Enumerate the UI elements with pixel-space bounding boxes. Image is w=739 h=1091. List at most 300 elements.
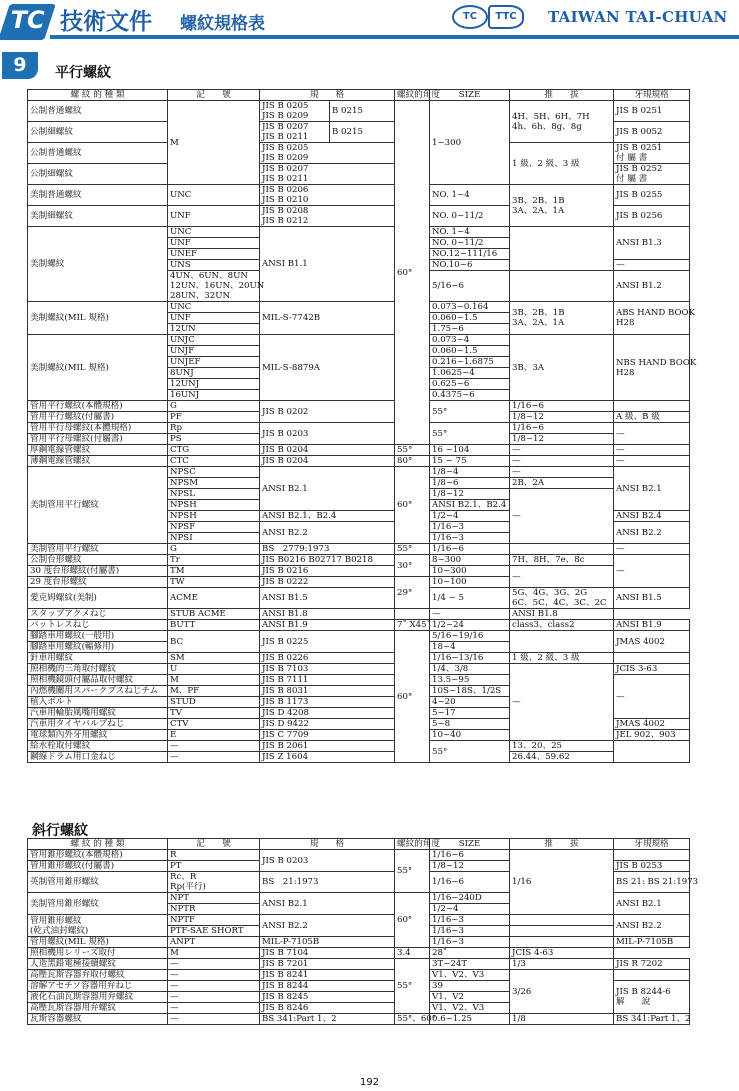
- table-cell: 1/16~6: [430, 544, 510, 555]
- table-cell: 美制細螺紋: [28, 206, 168, 227]
- table-cell: 3.4: [395, 948, 430, 959]
- table-cell: CTC: [168, 456, 260, 467]
- table-cell: Rc、R Rp(平行): [168, 872, 260, 893]
- table-cell: 5/16~6: [430, 271, 510, 302]
- table-cell: UNF: [168, 238, 260, 249]
- table-cell: 55°: [430, 401, 510, 423]
- table-cell: —: [614, 260, 690, 271]
- table-row: [28, 423, 690, 434]
- table-cell: 0.060~1.5: [430, 346, 510, 357]
- table-row: [28, 970, 690, 981]
- table-cell: [510, 926, 614, 937]
- table-cell: —: [168, 981, 260, 992]
- table-cell: ANSI B2.2: [260, 915, 395, 937]
- table-cell: 1.75~6: [430, 324, 510, 335]
- table-cell: 1/16~3: [430, 926, 510, 937]
- table-cell: STUD: [168, 697, 260, 708]
- table-cell: 0.073~4: [430, 335, 510, 346]
- table-cell: 7H、8H、7e、8c: [510, 555, 614, 566]
- table-cell: 4H、5H、6H、7H 4h、6h、8g、8g: [510, 101, 614, 143]
- section-title-taper: 斜行螺紋: [32, 823, 88, 839]
- table-cell: 英制管用錐形螺紋: [28, 872, 168, 893]
- table-cell: 0.060~1.5: [430, 313, 510, 324]
- table-cell: 26.44、59.62: [510, 752, 614, 763]
- table-cell: E: [168, 730, 260, 741]
- page-number: 192: [359, 1077, 380, 1088]
- table-cell: 55°: [430, 741, 510, 763]
- table-cell: ANSI B1.3: [614, 227, 690, 260]
- table-cell: 1/2~24: [430, 620, 510, 631]
- table-cell: BS 341:Part 1、2: [260, 1014, 395, 1025]
- taper-thread-table: [27, 838, 699, 1025]
- table-cell: 10S~18S、1/2S: [430, 686, 510, 697]
- table-cell: [510, 631, 614, 653]
- table-cell: UNJC: [168, 335, 260, 346]
- table-cell: 5~17: [430, 708, 510, 719]
- table-cell: 1/8~12: [430, 861, 510, 872]
- table-cell: 13.5~95: [430, 675, 510, 686]
- column-header-angle: 螺紋的角度: [395, 839, 430, 850]
- table-cell: JIS B 8244-6 解 說: [614, 981, 690, 1014]
- table-cell: 4UN、6UN、8UN 12UN、16UN、20UN 28UN、32UN: [168, 271, 260, 302]
- table-cell: 3B、3A: [510, 335, 614, 401]
- table-cell: M、PF: [168, 686, 260, 697]
- table-cell: 8~300: [430, 555, 510, 566]
- table-cell: 高壓瓦斯容器用弁螺紋: [28, 1003, 168, 1014]
- table-cell: NPSC: [168, 467, 260, 478]
- column-header-angle: 螺紋的角度: [395, 90, 430, 101]
- column-header-size: SIZE: [430, 839, 510, 850]
- table-cell: ANSI B1.5: [614, 588, 690, 609]
- table-cell: MIL-P-7105B: [260, 937, 395, 948]
- table-row: [28, 1014, 690, 1025]
- table-cell: UNC: [168, 185, 260, 206]
- table-cell: 美制螺紋: [28, 227, 168, 302]
- table-cell: JIS B 0204: [260, 456, 395, 467]
- table-cell: 0.4375~6: [430, 390, 510, 401]
- table-cell: 16 ~104: [430, 445, 510, 456]
- table-cell: —: [168, 970, 260, 981]
- table-cell: —: [168, 959, 260, 970]
- table-cell: 1/16~3: [430, 522, 510, 533]
- table-cell: 1/16~240D: [430, 893, 510, 904]
- table-cell: JCIS 3-63: [614, 664, 690, 675]
- table-cell: 3B、2B、1B 3A、2A、1A: [510, 185, 614, 227]
- table-cell: NPSL: [168, 489, 260, 500]
- page-header: [0, 0, 739, 52]
- table-row: [28, 664, 690, 675]
- table-cell: ANSI B2.2: [614, 522, 690, 544]
- table-cell: TW: [168, 577, 260, 588]
- table-cell: —: [168, 992, 260, 1003]
- table-cell: 7˚ X45˚: [395, 620, 430, 631]
- table-cell: A 級、B 級: [614, 412, 690, 423]
- table-cell: 電球類內外牙用螺紋: [28, 730, 168, 741]
- table-cell: 1/8~6: [430, 478, 510, 489]
- table-cell: 管用錐形螺紋(本體規格): [28, 850, 168, 861]
- table-cell: JIS B 0225: [260, 631, 395, 653]
- table-cell: PT: [168, 861, 260, 872]
- table-cell: 28˚: [430, 948, 510, 959]
- table-cell: —: [614, 445, 690, 456]
- table-row: [28, 401, 690, 412]
- table-cell: 公制普通螺紋: [28, 101, 168, 122]
- table-cell: —: [510, 489, 614, 544]
- table-cell: 55°: [430, 423, 510, 445]
- table-cell: JIS B 0208 JIS B 0212: [260, 206, 395, 227]
- table-cell: —: [510, 664, 614, 741]
- table-cell: JIS B 0253: [614, 861, 690, 872]
- table-cell: BS 2779:1973: [260, 544, 395, 555]
- table-row: [28, 227, 690, 238]
- table-cell: 瓦斯容器螺紋: [28, 1014, 168, 1025]
- table-cell: [510, 544, 614, 555]
- table-cell: 管用錐形螺紋 (乾式油封螺紋): [28, 915, 168, 937]
- table-cell: ANSI B1.8: [260, 609, 395, 620]
- certification-badges: [452, 5, 522, 27]
- table-cell: JIS B 0052: [614, 122, 690, 143]
- table-cell: ABS HAND BOOK H28: [614, 302, 690, 335]
- table-cell: [510, 227, 614, 271]
- table-cell: —: [430, 609, 510, 620]
- table-cell: 3B、2B、1B 3A、2A、1A: [510, 302, 614, 335]
- table-row: [28, 620, 690, 631]
- table-cell: 15 ~ 75: [430, 456, 510, 467]
- table-cell: —: [614, 544, 690, 555]
- table-cell: 30°: [395, 555, 430, 577]
- table-cell: 2B、2A: [510, 478, 614, 489]
- table-cell: 1/16~13/16: [430, 653, 510, 664]
- table-cell: 3/26: [510, 970, 614, 1014]
- table-row: [28, 445, 690, 456]
- table-row: [28, 555, 690, 566]
- table-cell: UNC: [168, 227, 260, 238]
- table-cell: JIS B 7111: [260, 675, 395, 686]
- table-cell: JIS B 0251: [614, 101, 690, 122]
- table-cell: NPSH: [168, 500, 260, 511]
- table-cell: 1/16~6: [510, 401, 614, 412]
- page-title: 技術文件: [60, 9, 152, 35]
- parallel-thread-table: [27, 89, 697, 763]
- table-cell: JIS B 0207 JIS B 0211: [260, 164, 395, 185]
- table-cell: JIS B 8031: [260, 686, 395, 697]
- table-cell: 1/8~4: [430, 467, 510, 478]
- table-cell: —: [168, 1003, 260, 1014]
- table-cell: ANSI B2.1: [260, 893, 395, 915]
- table-cell: 美制普通螺紋: [28, 185, 168, 206]
- table-cell: NO. 1~4: [430, 185, 510, 206]
- table-cell: 10~300: [430, 566, 510, 577]
- table-cell: 1~300: [430, 101, 510, 185]
- table-cell: —: [510, 445, 614, 456]
- table-cell: NPT: [168, 893, 260, 904]
- section-number: 9: [2, 52, 38, 79]
- table-cell: JIS B 0251 付 屬 書: [614, 143, 690, 164]
- table-cell: SM: [168, 653, 260, 664]
- table-cell: MIL-S-7742B: [260, 302, 395, 335]
- table-cell: 管用平行母螺紋(本體規格): [28, 423, 168, 434]
- table-cell: JIS B 0203: [260, 423, 395, 445]
- table-cell: NPSI: [168, 533, 260, 544]
- table-cell: B 0215: [330, 122, 395, 143]
- table-cell: JMAS 4002: [614, 719, 690, 730]
- table-cell: JIS B 8241: [260, 970, 395, 981]
- column-header-pitch: 推 拔: [510, 839, 614, 850]
- page-subtitle: 螺紋規格表: [180, 14, 265, 34]
- table-cell: UNJEF: [168, 357, 260, 368]
- table-cell: JIS B 7201: [260, 959, 395, 970]
- table-cell: 10~100: [430, 577, 510, 588]
- table-row: [28, 850, 690, 861]
- table-cell: 0.073~0.164: [430, 302, 510, 313]
- table-cell: BS 21: BS 21:1973: [614, 872, 690, 893]
- table-cell: NPSM: [168, 478, 260, 489]
- table-row: [28, 302, 690, 313]
- table-cell: JIS C 7709: [260, 730, 395, 741]
- table-cell: 溶解アセチソ容器用弁ねじ: [28, 981, 168, 992]
- table-cell: ANSI B1.9: [614, 620, 690, 631]
- table-cell: V1、V2: [430, 992, 510, 1003]
- table-cell: JIS B 0255: [614, 185, 690, 206]
- table-cell: 1.0625~4: [430, 368, 510, 379]
- table-cell: NO.12~111/16: [430, 249, 510, 260]
- table-cell: 管用錐形螺紋(付屬書): [28, 861, 168, 872]
- table-cell: V1、V2、V3: [430, 1003, 510, 1014]
- table-cell: TM: [168, 566, 260, 577]
- company-logo: [0, 4, 56, 40]
- table-cell: JIS B 0204: [260, 445, 395, 456]
- table-header-row: [28, 839, 690, 850]
- table-cell: 內燃機關用スパークプスねじチム: [28, 686, 168, 697]
- table-cell: JIS B 7103: [260, 664, 395, 675]
- logo-text: TC: [10, 6, 45, 34]
- table-cell: M: [168, 101, 260, 185]
- table-cell: 8UNJ: [168, 368, 260, 379]
- column-header-thread: 牙規規格: [614, 90, 690, 101]
- table-cell: —: [614, 456, 690, 467]
- table-cell: ANSI B2.2: [614, 915, 690, 937]
- table-cell: 1/2~4: [430, 904, 510, 915]
- table-cell: 1/8~12: [510, 412, 614, 423]
- table-cell: BS 21:1973: [260, 872, 395, 893]
- table-cell: NBS HAND BOOK H28: [614, 335, 690, 401]
- table-cell: 薄鋼電線管螺紋: [28, 456, 168, 467]
- header-rule: [50, 35, 739, 39]
- table-cell: 1/2~4: [430, 511, 510, 522]
- table-cell: 39: [430, 981, 510, 992]
- column-header-symbol: 記 號: [168, 90, 260, 101]
- table-cell: 管用平行螺紋(付屬書): [28, 412, 168, 423]
- table-row: [28, 948, 690, 959]
- table-cell: M: [168, 675, 260, 686]
- table-cell: 美制螺紋(MIL 規格): [28, 335, 168, 401]
- table-cell: 1/8~12: [430, 489, 510, 500]
- table-cell: ANSI B2.1: [260, 467, 395, 511]
- table-cell: 液化石油瓦斯容器用弁螺紋: [28, 992, 168, 1003]
- table-cell: ANSI B1.9: [260, 620, 395, 631]
- table-row: [28, 335, 690, 346]
- table-cell: [395, 609, 430, 620]
- column-header-spec: 規 格: [260, 90, 395, 101]
- table-cell: B 0215: [330, 101, 395, 122]
- table-cell: 0.216~1.6875: [430, 357, 510, 368]
- table-cell: 腳踏車用螺紋(輻條用): [28, 642, 168, 653]
- section-title-parallel: 平行螺紋: [55, 65, 111, 81]
- table-cell: JIS B 1173: [260, 697, 395, 708]
- table-cell: JIS B0216 B02717 B0218: [260, 555, 395, 566]
- table-cell: 1/16~6: [430, 872, 510, 893]
- table-cell: ANPT: [168, 937, 260, 948]
- table-cell: [510, 915, 614, 926]
- table-cell: 厚鋼電線管螺紋: [28, 445, 168, 456]
- table-cell: 照相機鏡頭付屬品取付螺紋: [28, 675, 168, 686]
- table-cell: 汽車用輪胎風嘴用螺紋: [28, 708, 168, 719]
- column-header-thread: 牙規規格: [614, 839, 690, 850]
- column-header-symbol: 記 號: [168, 839, 260, 850]
- table-cell: 人造黑鉛電極接續螺紋: [28, 959, 168, 970]
- table-cell: PS: [168, 434, 260, 445]
- table-cell: ANSI B2.1、B2.4: [260, 511, 395, 522]
- table-cell: 美制螺紋(MIL 規格): [28, 302, 168, 335]
- table-cell: NPSF: [168, 522, 260, 533]
- table-cell: 1/4、3/8: [430, 664, 510, 675]
- table-cell: 公制台形螺紋: [28, 555, 168, 566]
- table-cell: ANSI B2.2: [260, 522, 395, 544]
- table-cell: —: [510, 456, 614, 467]
- table-cell: 1/8~12: [510, 434, 614, 445]
- table-cell: JIS B 0216: [260, 566, 395, 577]
- table-cell: ANSI B1.1: [260, 227, 395, 302]
- table-row: [28, 609, 690, 620]
- table-cell: 30 度台形螺紋(付屬書): [28, 566, 168, 577]
- table-cell: 18~4: [430, 642, 510, 653]
- table-cell: 1/3: [510, 959, 614, 970]
- table-cell: —: [510, 467, 614, 478]
- badge-tc: TC: [452, 5, 488, 29]
- table-cell: 1/16~6: [430, 850, 510, 861]
- table-row: [28, 741, 690, 752]
- table-row: [28, 467, 690, 478]
- table-cell: [614, 970, 690, 981]
- table-cell: NPTR: [168, 904, 260, 915]
- table-cell: JIS D 4208: [260, 708, 395, 719]
- table-cell: UNEF: [168, 249, 260, 260]
- table-cell: STUB ACME: [168, 609, 260, 620]
- table-cell: 4~20: [430, 697, 510, 708]
- table-cell: JIS B 8244: [260, 981, 395, 992]
- table-cell: JIS R 7202: [614, 959, 690, 970]
- table-cell: Tr: [168, 555, 260, 566]
- table-cell: G: [168, 544, 260, 555]
- column-header-type: 螺 紋 的 種 類: [28, 90, 168, 101]
- table-cell: 照相機的三角取付螺紋: [28, 664, 168, 675]
- table-cell: —: [510, 566, 614, 588]
- table-cell: JIS B 0206 JIS B 0210: [260, 185, 395, 206]
- table-cell: ANSI B2.1: [614, 893, 690, 915]
- table-cell: ANSI B1.8: [510, 609, 614, 620]
- table-cell: 1/4 ~ 5: [430, 588, 510, 609]
- table-cell: 照相機用レリーズ取付: [28, 948, 168, 959]
- table-cell: 60°: [395, 101, 430, 445]
- table-cell: 12UN: [168, 324, 260, 335]
- table-cell: Rp: [168, 423, 260, 434]
- table-cell: TV: [168, 708, 260, 719]
- table-cell: 1/16~3: [430, 533, 510, 544]
- table-cell: 29 度台形螺紋: [28, 577, 168, 588]
- table-cell: 80°: [395, 456, 430, 467]
- table-cell: —: [168, 1014, 260, 1025]
- column-header-type: 螺 紋 的 種 類: [28, 839, 168, 850]
- table-cell: 植入ボルト: [28, 697, 168, 708]
- table-cell: NO.10~6: [430, 260, 510, 271]
- table-row: [28, 959, 690, 970]
- table-cell: 美制管用平行螺紋: [28, 544, 168, 555]
- table-cell: 愛克姆螺紋(美制): [28, 588, 168, 609]
- table-cell: [614, 850, 690, 861]
- column-header-spec: 規 格: [260, 839, 395, 850]
- table-cell: NPTF: [168, 915, 260, 926]
- table-cell: 5G、4G、3G、2G 6C、5C、4C、3C、2C: [510, 588, 614, 609]
- table-cell: 55°: [395, 850, 430, 893]
- table-cell: 12UNJ: [168, 379, 260, 390]
- table-cell: 55°: [395, 544, 430, 555]
- table-cell: 29°: [395, 577, 430, 609]
- table-cell: UNF: [168, 206, 260, 227]
- table-cell: 5~8: [430, 719, 510, 730]
- table-cell: 美制管用錐形螺紋: [28, 893, 168, 915]
- table-cell: JIS B 8245: [260, 992, 395, 1003]
- table-cell: JIS B 0252 付 屬 書: [614, 164, 690, 185]
- table-cell: 1/16~3: [430, 915, 510, 926]
- table-cell: JIS B 0226: [260, 653, 395, 664]
- table-cell: PF: [168, 412, 260, 423]
- table-cell: 腳踏車用螺紋(一般用): [28, 631, 168, 642]
- table-cell: UNJF: [168, 346, 260, 357]
- table-cell: 1/16~3: [430, 937, 510, 948]
- table-cell: NO. 0~11/2: [430, 238, 510, 249]
- table-cell: [614, 741, 690, 763]
- table-cell: JIS B 0202: [260, 401, 395, 423]
- table-cell: V1、V2、V3: [430, 970, 510, 981]
- table-cell: —: [614, 423, 690, 445]
- table-cell: U: [168, 664, 260, 675]
- table-cell: 5/16~19/16: [430, 631, 510, 642]
- table-row: [28, 937, 690, 948]
- table-cell: 公制細螺紋: [28, 122, 168, 143]
- table-row: [28, 915, 690, 926]
- table-cell: R: [168, 850, 260, 861]
- table-cell: UNF: [168, 313, 260, 324]
- table-cell: [614, 401, 690, 412]
- table-cell: ANSI B1.2: [614, 271, 690, 302]
- table-cell: 給水栓取付螺紋: [28, 741, 168, 752]
- table-cell: 高壓瓦斯容器弁取付螺紋: [28, 970, 168, 981]
- table-cell: 55°: [395, 959, 430, 1014]
- table-cell: 10~40: [430, 730, 510, 741]
- table-cell: 鋼線ドラム用口金ねじ: [28, 752, 168, 763]
- table-cell: BS 341:Part 1、2: [614, 1014, 690, 1025]
- column-header-pitch: 推 拔: [510, 90, 614, 101]
- table-cell: 管用平行螺紋(本體規格): [28, 401, 168, 412]
- table-cell: ANSI B2.1、B2.4: [430, 500, 510, 511]
- table-cell: ANSI B2.1: [614, 467, 690, 511]
- table-cell: JIS B 8246: [260, 1003, 395, 1014]
- table-cell: 公制普通螺紋: [28, 143, 168, 164]
- table-cell: ANSI B2.4: [614, 511, 690, 522]
- table-cell: CTV: [168, 719, 260, 730]
- table-row: [28, 631, 690, 642]
- table-cell: JIS B 0256: [614, 206, 690, 227]
